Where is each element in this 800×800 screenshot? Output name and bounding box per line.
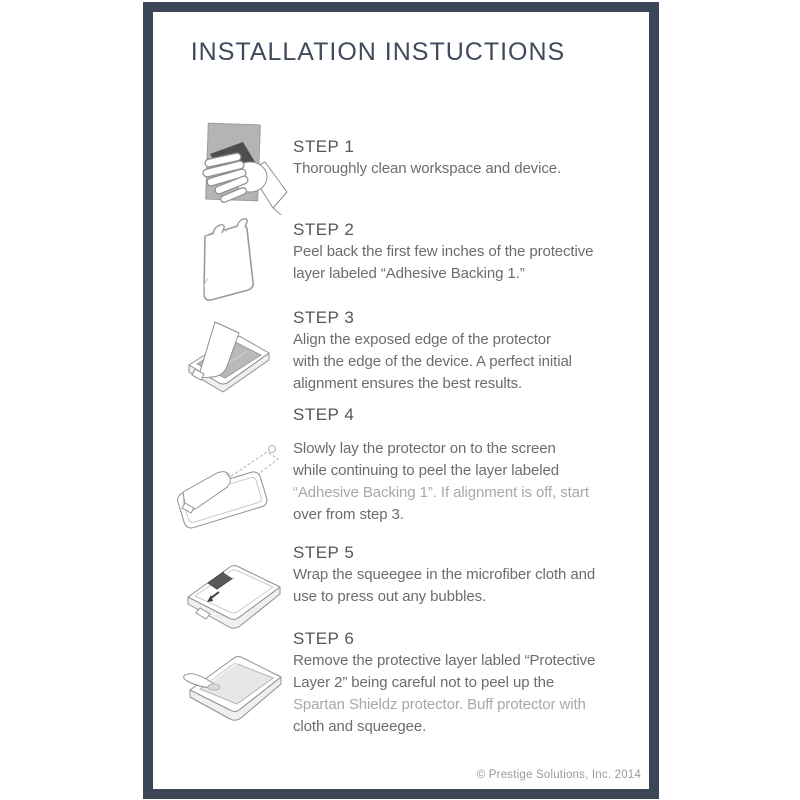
step-description-line: layer labeled “Adhesive Backing 1.” <box>293 265 525 282</box>
step-2 <box>293 219 593 285</box>
copyright-notice: © Prestige Solutions, Inc. 2014 <box>476 769 641 781</box>
step-label: STEP 4 <box>293 405 355 424</box>
step-label: STEP 1 <box>293 137 355 156</box>
step-6 <box>293 628 595 738</box>
step-description-line: Spartan Shieldz protector. Buff protector with <box>293 696 586 713</box>
hand-wiping-device-icon <box>183 120 288 215</box>
step-1 <box>293 136 561 180</box>
step-description-line: use to press out any bubbles. <box>293 588 487 605</box>
instruction-card <box>143 2 659 799</box>
lay-protector-icon <box>177 437 292 532</box>
step-label: STEP 6 <box>293 629 355 648</box>
step-4 <box>293 404 589 526</box>
squeegee-press-icon <box>180 545 288 637</box>
step-description-line: Peel back the first few inches of the protective <box>293 243 594 260</box>
step-description-line: alignment ensures the best results. <box>293 375 523 392</box>
step-label: STEP 5 <box>293 543 355 562</box>
step-5 <box>293 542 595 608</box>
step-description-line: “Adhesive Backing 1”. If alignment is off, start <box>293 484 589 501</box>
step-3 <box>293 307 572 395</box>
step-description-line: over from step 3. <box>293 506 404 523</box>
step-description-line: Slowly lay the protector on to the screen <box>293 440 556 457</box>
page-title: INSTALLATION INSTUCTIONS <box>190 38 566 66</box>
step-description-line: with the edge of the device. A perfect initial <box>293 353 572 370</box>
step-label: STEP 3 <box>293 308 355 327</box>
step-description-line: Remove the protective layer labled “Protective <box>293 652 596 669</box>
step-description-line: Thoroughly clean workspace and device. <box>293 160 562 177</box>
step-description-line: cloth and squeegee. <box>293 718 427 735</box>
step-label: STEP 2 <box>293 220 355 239</box>
peel-backing-icon <box>193 218 263 306</box>
align-protector-icon <box>181 309 276 401</box>
step-description-line: Align the exposed edge of the protector <box>293 331 551 348</box>
remove-top-layer-icon <box>180 632 288 727</box>
step-description-line: Layer 2” being careful not to peel up the <box>293 674 555 691</box>
step-description-line: Wrap the squeegee in the microfiber cloth and <box>293 566 596 583</box>
step-description-line: while continuing to peel the layer labeled <box>293 462 559 479</box>
